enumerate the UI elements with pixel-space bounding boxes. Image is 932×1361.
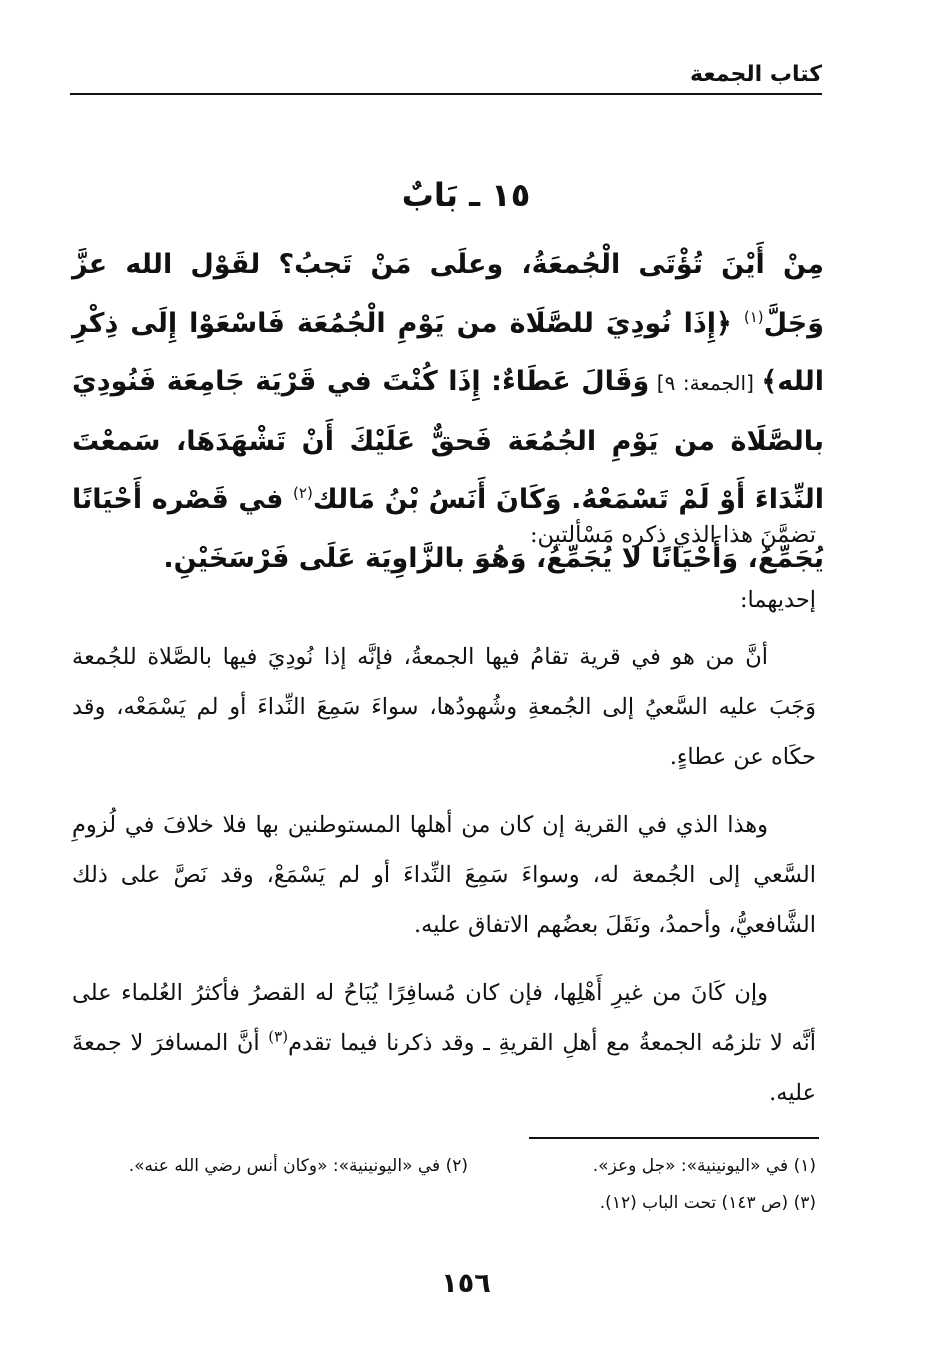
hadith-line-1: مِنْ أَيْنَ تُؤْتَى الْجُمعَةُ، وعلَى مَنْ تَجبُ؟ لقَوْل الله عزَّ وَجَلَّ — [72, 249, 824, 339]
lead-line-2: إحديهما: — [739, 587, 816, 613]
paragraph-3-part-b: أنَّ المسافرَ لا جمعةَ عليه. — [72, 1030, 816, 1106]
quran-verse: ﴿إِذَا نُودِيَ للصَّلَاة من يَوْمِ الْجُمُعَة فَاسْعَوْا إِلَى ذِكْرِ الله﴾ — [72, 307, 825, 397]
footnote-rule — [529, 1137, 819, 1139]
header-rule — [70, 93, 822, 95]
paragraph-1: أنَّ من هو في قرية تقامُ فيها الجمعةُ، فإنَّه إذا نُودِيَ فيها بالصَّلاة للجُمعة وَجَبَ عليه السَّعيُ إلى الجُمعةِ وشُهودُها، سواءَ سَمِعَ النِّداءَ أو لم يَسْمَعْه، وقد حكَاه عن عطاءٍ. — [72, 644, 816, 770]
footnote-marker-1: (١) — [743, 307, 764, 326]
running-header: كتاب الجمعة — [690, 62, 822, 87]
footnote-marker-2: (٢) — [293, 484, 313, 502]
page-number: ١٥٦ — [441, 1268, 491, 1299]
paragraph-3-part-a: وإن كَانَ من غيرِ أَهْلِها، فإن كان مُسافِرًا يُبَاحُ له القصرُ فأكثرُ العُلماء على أنَّه لا تلزمُه الجمعةُ مع أهلِ القريةِ ـ وقد ذكرنا فيما تقدم — [72, 980, 817, 1056]
paragraph-2: وهذا الذي في القرية إن كان من أهلها المستوطنين بها فلا خلافَ في لُزومِ السَّعي إلى الجُمعة له، وسواءَ سَمِعَ النِّداءَ أو لم يَسْمَعْ، وقد نَصَّ على ذلك الشَّافعيُّ، وأحمدُ، ونَقَلَ بعضُهم الاتفاق عليه. — [72, 812, 816, 938]
hadith-continuation: وَقَالَ عَطَاءٌ: إِذَا كُنْتَ في قَرْيَة جَامِعَة فَنُودِيَ بالصَّلَاة من يَوْمِ الجُمُعَة فَحقٌّ عَلَيْكَ أَنْ تَشْهَدَهَا، سَمعْتَ النِّدَاءَ أَوْ لَمْ تَسْمَعْهُ. وَكَانَ أَنَسُ بْنُ مَالك — [72, 366, 824, 515]
chapter-title: ١٥ ـ بَابٌ — [401, 176, 531, 214]
footnote-marker-3: (٣) — [268, 1027, 289, 1046]
paragraph-3 — [72, 968, 816, 1118]
footnote-1: (١) في «اليونينية»: «جل وعز». — [592, 1156, 816, 1176]
footnote-2: (٢) في «اليونينية»: «وكان أنس رضي الله عنه». — [128, 1156, 468, 1176]
hadith-ending: في قَصْره أَحْيَانًا يُجَمِّعُ، وَأَحْيَانًا لا يُجَمِّعُ، وَهُوَ بالزَّاوِيَة عَلَى فَرْسَخَيْنِ. — [72, 484, 824, 574]
quran-reference: [الجمعة: ٩] — [649, 371, 762, 395]
footnote-3: (٣) (ص ١٤٣) تحت الباب (١٢). — [599, 1193, 816, 1213]
lead-line-1: تضمَّنَ هذا الذي ذكره مَسْألتين: — [529, 522, 816, 548]
